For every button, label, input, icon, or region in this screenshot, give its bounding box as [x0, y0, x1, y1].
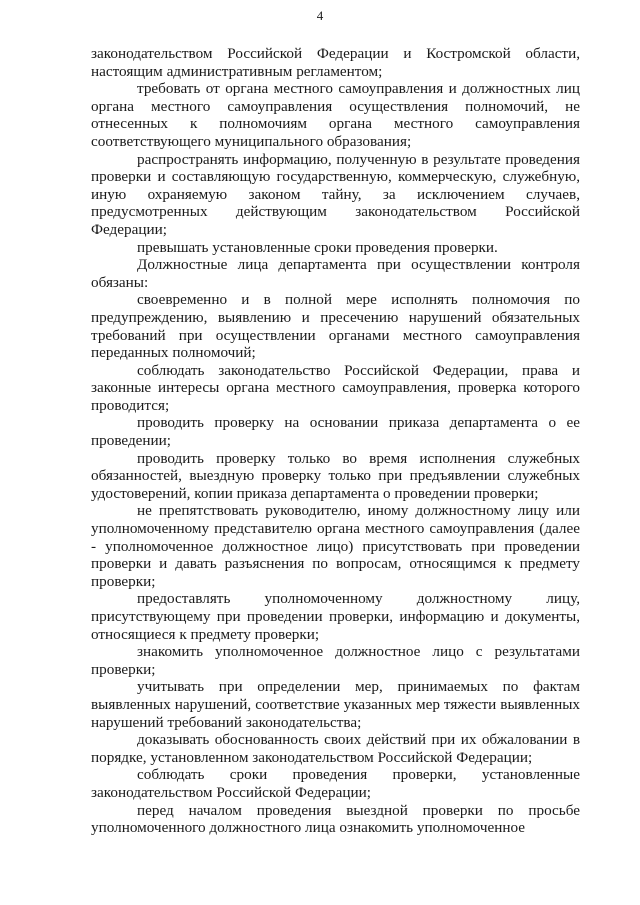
paragraph: соблюдать сроки проведения проверки, установленные законодательством Российской Федерации; — [91, 766, 580, 801]
paragraph: превышать установленные сроки проведения проверки. — [137, 238, 498, 256]
paragraph: Должностные лица департамента при осуществлении контроля обязаны: — [91, 256, 580, 291]
paragraph: своевременно и в полной мере исполнять полномочия по предупреждению, выявлению и пресечению нарушений обязательных требований при осуществлении органами местного самоуправления переданных полномочий; — [91, 291, 580, 362]
paragraph: требовать от органа местного самоуправления и должностных лиц органа местного самоуправления осуществления полномочий, не отнесенных к полномочиям органа местного самоуправления соответствующего муниципального образования; — [91, 80, 580, 150]
paragraph: не препятствовать руководителю, иному должностному лицу или уполномоченному представителю органа местного самоуправления (далее - уполномоченное должностное лицо) присутствовать при проведении проверки и давать разъяснения по вопросам, относящимся к предмету проверки; — [91, 502, 580, 590]
paragraph: знакомить уполномоченное должностное лицо с результатами проверки; — [91, 643, 580, 678]
paragraph: учитывать при определении мер, принимаемых по фактам выявленных нарушений, соответствие указанных мер тяжести выявленных нарушений требований законодательства; — [91, 678, 580, 731]
paragraph: законодательством Российской Федерации и Костромской области, настоящим административным регламентом; — [91, 45, 580, 80]
document-body — [91, 45, 580, 837]
paragraph: проводить проверку только во время исполнения служебных обязанностей, выездную проверку только при предъявлении служебных удостоверений, копии приказа департамента о проведении проверки; — [91, 449, 580, 502]
paragraph: перед началом проведения выездной проверки по просьбе уполномоченного должностного лица ознакомить уполномоченное — [91, 801, 580, 837]
paragraph: предоставлять уполномоченному должностному лицу, присутствующему при проведении проверки, информацию и документы, относящиеся к предмету проверки; — [91, 590, 580, 643]
paragraph: проводить проверку на основании приказа департамента о ее проведении; — [91, 414, 580, 450]
page-number: 4 — [316, 8, 324, 23]
paragraph: распространять информацию, полученную в результате проведения проверки и составляющую государственную, коммерческую, служебную, иную охраняемую законом тайну, за исключением случаев, предусмотренных действующим законодательством Российской Федерации; — [91, 150, 580, 238]
paragraph: соблюдать законодательство Российской Федерации, права и законные интересы органа местного самоуправления, проверка которого проводится; — [91, 361, 580, 414]
paragraph: доказывать обоснованность своих действий при их обжаловании в порядке, установленном законодательством Российской Федерации; — [91, 731, 580, 766]
